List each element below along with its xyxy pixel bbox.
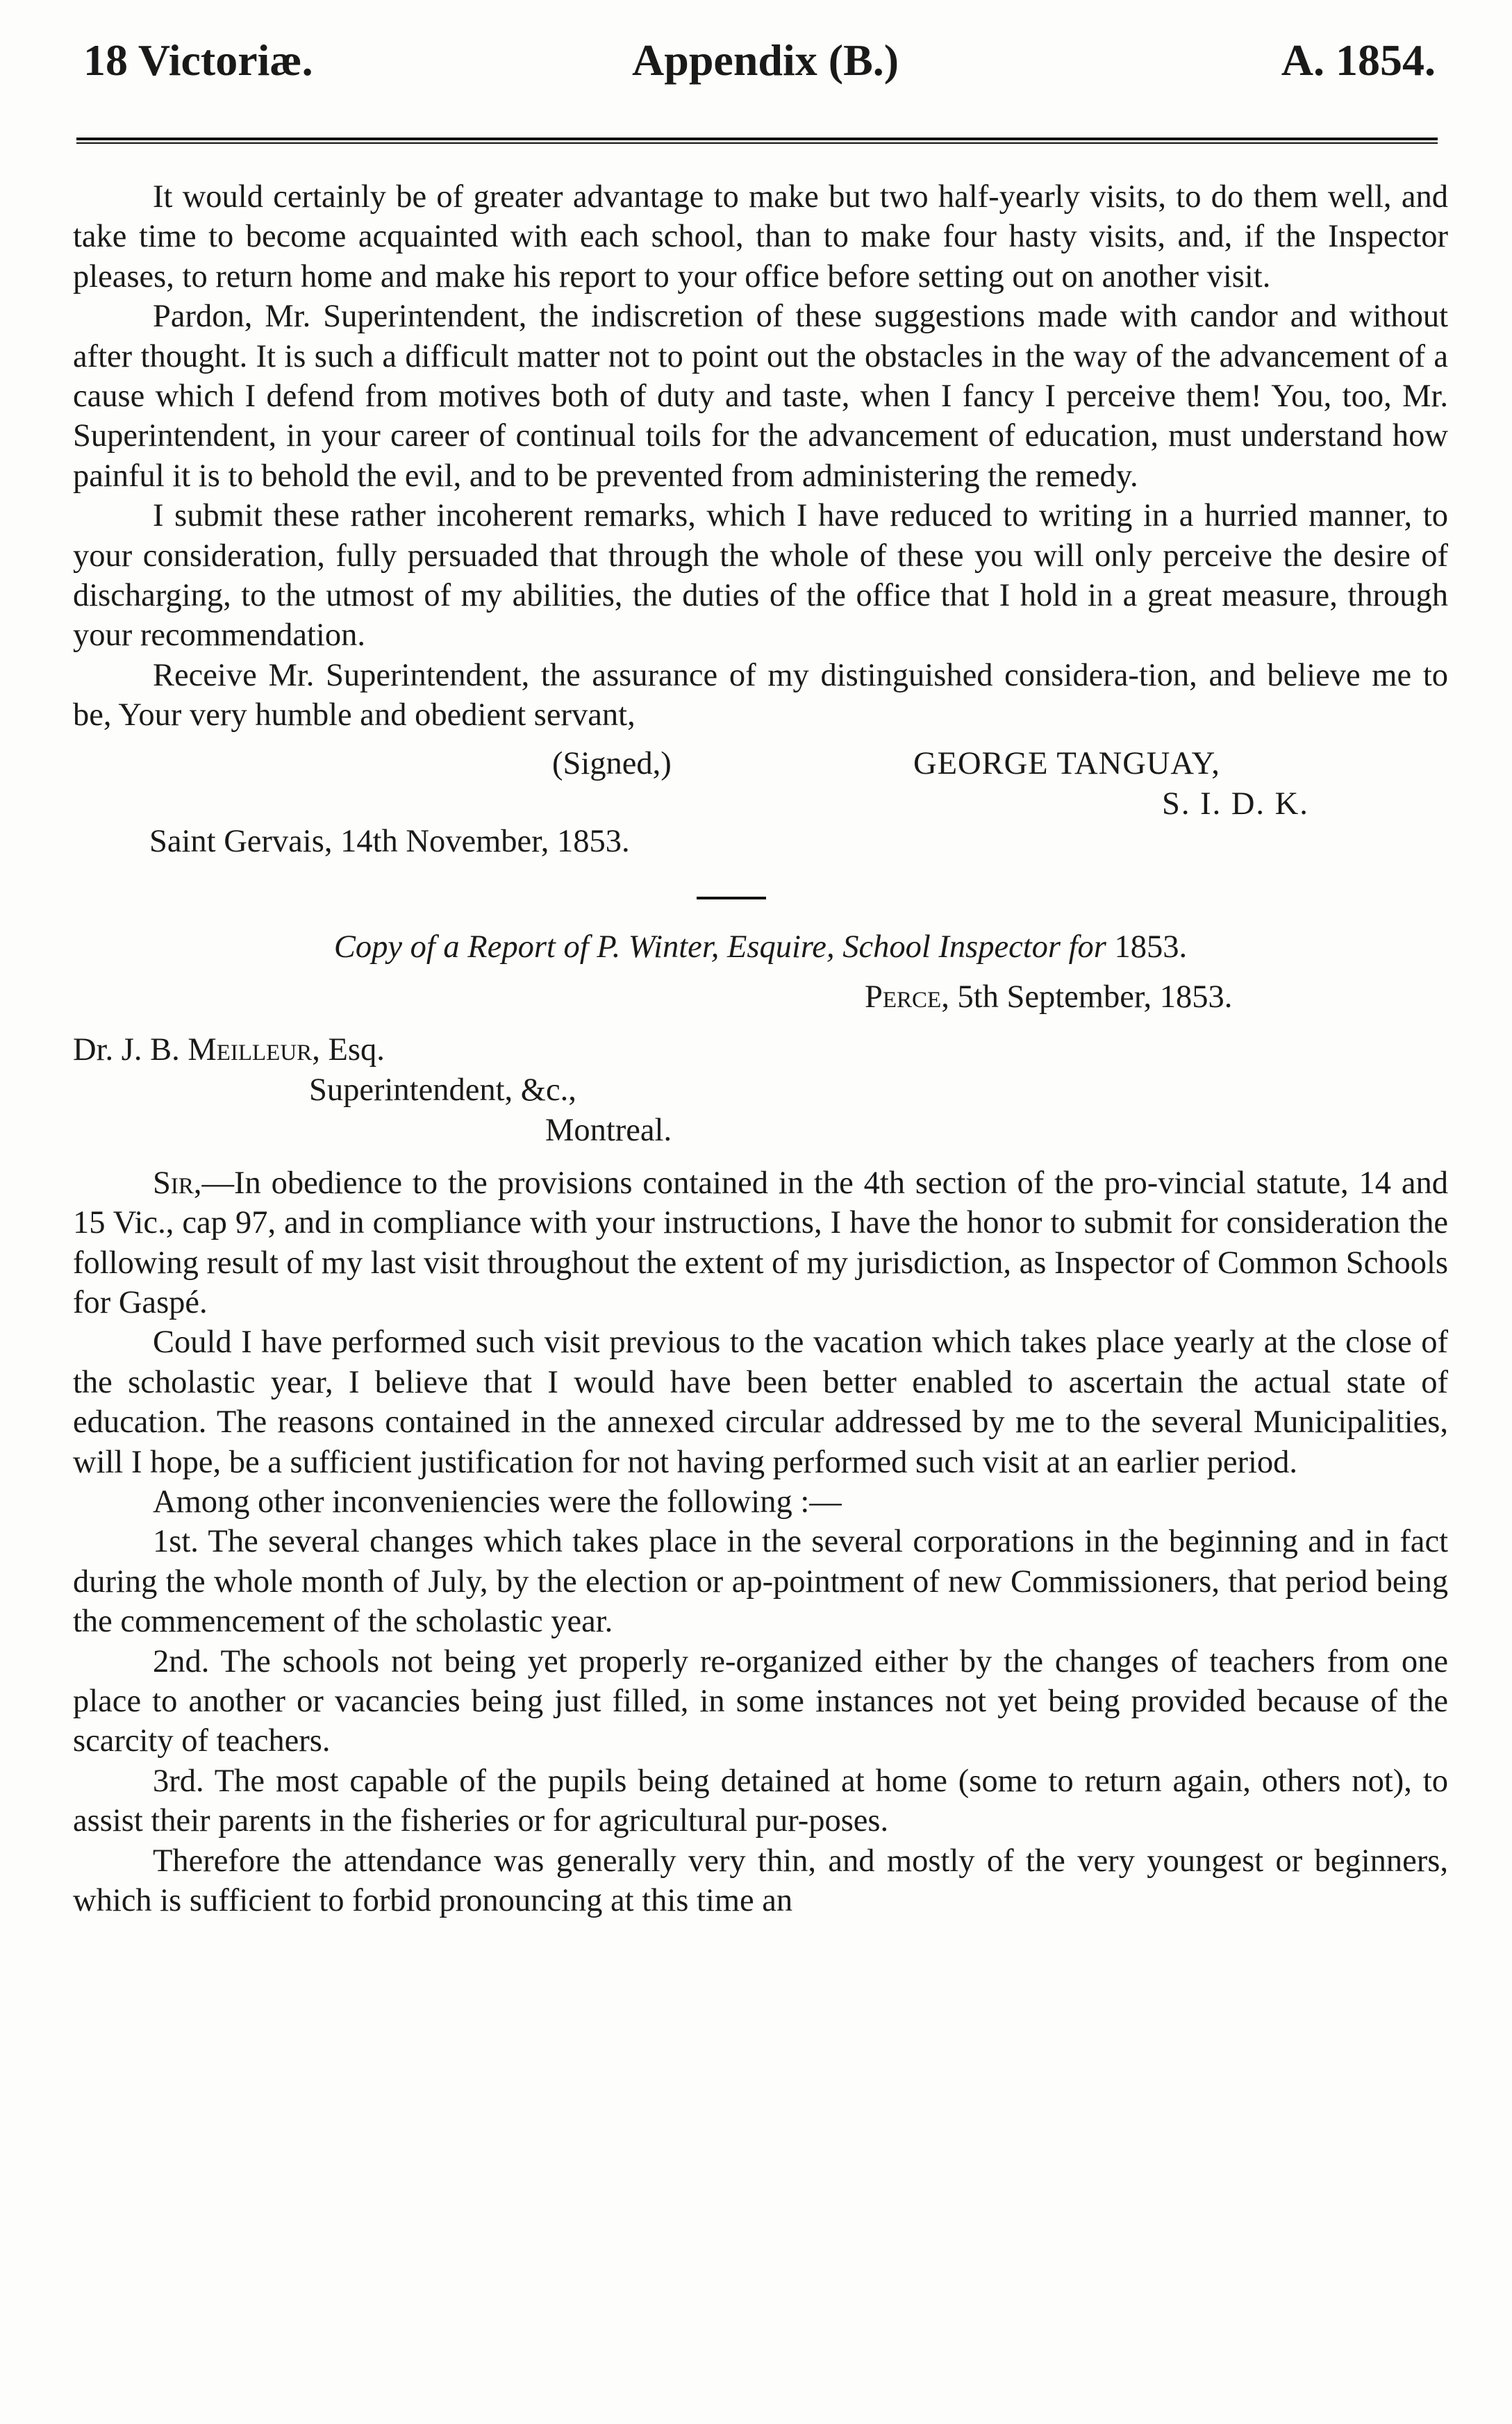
letter-date: Saint Gervais, 14th November, 1853. (149, 823, 630, 859)
report-place: Perce, (865, 979, 949, 1015)
report-paragraph: Could I have performed such visit previous to the vacation which takes place yearly at the close of the scholastic year, I believe that I would have been better enabled to ascertain the actual state of education. The reasons contained in the annexed circular addressed by me to the several Municipalities, will I hope, be a sufficient justification for not having performed such visit at an earlier period. (73, 1325, 1448, 1480)
letter-paragraph: Receive Mr. Superintendent, the assurance of my distinguished considera-tion, and believe me to be, Your very humble and obedient servant, (73, 657, 1448, 733)
signature-block (73, 744, 1448, 827)
report-paragraph: 1st. The several changes which takes place in the several corporations in the beginning and in fact during the whole month of July, by the election or ap-pointment of new Commissioners, that period being the commencement of the scholastic year. (73, 1524, 1448, 1640)
section-divider (697, 897, 766, 899)
report-paragraph: 2nd. The schools not being yet properly re-organized either by the changes of teachers from one place to another or vacancies being just filled, in some instances not yet being provided because of the scarcity of teachers. (73, 1643, 1448, 1759)
report-paragraph-text: —In obedience to the provisions contained in the 4th section of the pro-vincial statute, 14 and 15 Vic., cap 97, and in compliance with your instructions, I have the honor to submit for consideration the following result of my last visit throughout the extent of my jurisdiction, as Inspector of Common Schools for Gaspé. (73, 1165, 1448, 1320)
letter-paragraph: I submit these rather incoherent remarks, which I have reduced to writing in a hurried manner, to your consideration, fully persuaded that through the whole of these you will only perceive the desire of discharging, to the utmost of my abilities, the duties of the office that I hold in a great measure, through your recommendation. (73, 498, 1448, 654)
page-header (76, 28, 1443, 97)
signer-name: GEORGE TANGUAY, (913, 745, 1220, 781)
signed-label: (Signed,) (552, 745, 672, 781)
header-center: Appendix (B.) (632, 35, 899, 85)
report-paragraph: 3rd. The most capable of the pupils being detained at home (some to return again, others not), to assist their parents in the fisheries or for agricultural pur-poses. (73, 1763, 1448, 1839)
addressee-name: Meilleur (188, 1031, 313, 1068)
letter-paragraph: It would certainly be of greater advantage to make but two half-yearly visits, to do them well, and take time to become acquainted with each school, than to make four hasty visits, and, if the Inspector pleases, to return home and make his report to your office before setting out on another visit. (73, 179, 1448, 294)
letter-paragraph: Pardon, Mr. Superintendent, the indiscretion of these suggestions made with candor and without after thought. It is such a difficult matter not to point out the obstacles in the way of the advancement of a cause which I defend from motives both of duty and taste, when I fancy I perceive them! You, too, Mr. Superintendent, in your career of continual toils for the advancement of education, must understand how painful it is to behold the evil, and to be prevented from administering the remedy. (73, 299, 1448, 494)
report-title (73, 927, 1448, 969)
report-date: 5th September, 1853. (957, 979, 1233, 1015)
salutation: Sir, (153, 1165, 202, 1201)
header-right: A. 1854. (1281, 35, 1436, 85)
report-place-date (73, 977, 1448, 1019)
addressee-line-1 (73, 1030, 1448, 1070)
report-paragraph (73, 1163, 1448, 1323)
signer-title: S. I. D. K. (1162, 786, 1309, 822)
header-left: 18 Victoriæ. (83, 35, 313, 85)
header-rule (76, 138, 1438, 144)
report-paragraph: Among other inconveniencies were the following :— (153, 1484, 842, 1520)
report-paragraph: Therefore the attendance was generally very thin, and mostly of the very youngest or beginners, which is sufficient to forbid pronouncing at this time an (73, 1843, 1448, 1918)
addressee-prefix: Dr. J. B. (73, 1031, 180, 1068)
report-title-year: 1853. (1114, 929, 1188, 965)
addressee-line-3: Montreal. (545, 1112, 672, 1148)
addressee-suffix: , Esq. (312, 1031, 385, 1068)
addressee-line-2: Superintendent, &c., (309, 1072, 576, 1108)
document-body (73, 177, 1448, 1920)
report-title-text: Copy of a Report of P. Winter, Esquire, School Inspector for (333, 929, 1106, 965)
